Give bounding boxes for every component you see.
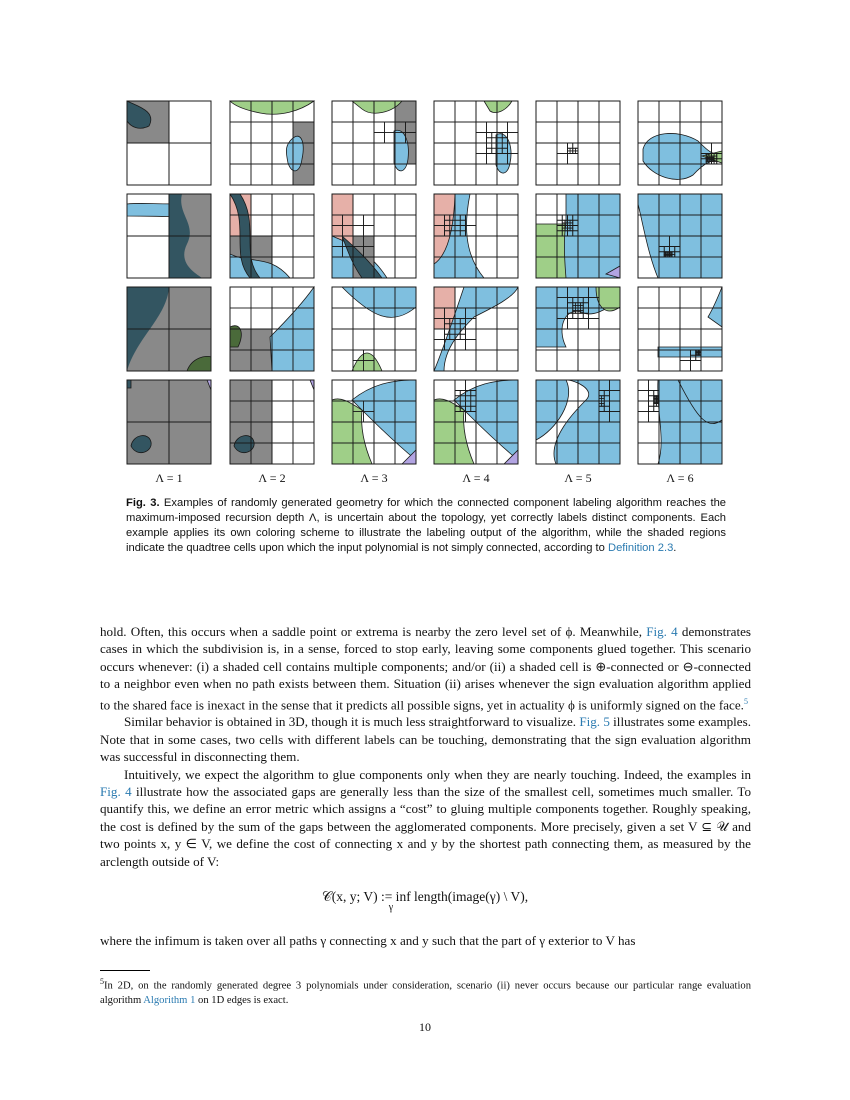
caption-text: Examples of randomly generated geometry for which the connected component labeling algorithm reaches the maximum-imposed recursion depth Λ, is uncertain about the topology, yet correctly labels distinct components. Each example applies its own coloring scheme to illustrate the labeling output of the algorithm, while the shaded regions indicate the quadtree cells upon which the input polynomial is not simply connected, according to bbox=[126, 497, 727, 554]
p1-text-b: demonstrates cases in which the subdivision is, in a sense, forced to stop early, leaving some components glued together. This scenario occurs whenever: (i) a shaded cell contains multiple components; and/or (ii) a shaded cell is ⊕-connected or ⊖-connected to a neighbor even when no path exists between them. Situation (ii) arises whenever the sign evaluation algorithm applied to the shared face is inexact in the sense that it predicts all possible signs, yet in actuality ϕ is uniformly signed on the face. bbox=[100, 624, 751, 712]
footnote-mark: 5 bbox=[100, 977, 104, 986]
panel-r2-c1 bbox=[127, 194, 211, 278]
panel-r4-c1 bbox=[127, 380, 211, 464]
p3-text-b: illustrate how the associated gaps are generally less than the size of the smallest cell, sometimes much smaller. To quantify this, we define an error metric which assigns a “cost” to gluing multiple components together. Roughly speaking, the cost is defined by the sum of the gaps between the agglomerated components. More precisely, given a set V ⊆ 𝒰 and two points x, y ∈ V, we define the cost of connecting x and y by the shortest path connecting them, as measured by the arclength outside of V: bbox=[100, 784, 751, 869]
panel-r2-c4 bbox=[434, 194, 518, 278]
region-green bbox=[536, 224, 566, 278]
caption-end: . bbox=[673, 542, 677, 554]
panel-r2-c6 bbox=[638, 194, 722, 278]
figure-3-panels bbox=[0, 0, 850, 470]
panel-r4-c4 bbox=[434, 380, 518, 464]
footnote-text-a: In 2D, on the randomly generated degree 3 polynomials under consideration, scenario (ii) never occurs because our particular range evaluation algorithm bbox=[100, 980, 751, 1006]
panel-r3-c2 bbox=[230, 287, 314, 371]
figure-caption bbox=[126, 496, 726, 556]
panel-r4-c5 bbox=[536, 380, 620, 464]
equation-text: 𝒞(x, y; V) := inf length(image(γ) \ V), bbox=[321, 889, 529, 904]
panel-r3-c6 bbox=[638, 287, 722, 371]
p1-link-fig4[interactable]: Fig. 4 bbox=[646, 624, 678, 639]
region-dark bbox=[127, 380, 131, 388]
panel-r4-c3 bbox=[332, 380, 416, 464]
panel-r4-c6 bbox=[638, 380, 722, 464]
paragraph-1 bbox=[100, 623, 751, 713]
equation-cost bbox=[0, 889, 850, 913]
p3-link-fig4[interactable]: Fig. 4 bbox=[100, 784, 132, 800]
column-label-5: Λ = 5 bbox=[564, 471, 592, 485]
paragraph-4 bbox=[100, 932, 751, 949]
p2-text-b: illustrates some examples. Note that in some cases, two cells with different labels can be touching, demonstrating that the sign evaluation algorithm was successful in disconnecting them. bbox=[100, 714, 751, 765]
p2-link-fig5[interactable]: Fig. 5 bbox=[579, 714, 610, 730]
footnote-rule bbox=[100, 970, 150, 971]
column-label-6: Λ = 6 bbox=[666, 471, 694, 485]
page-number: 10 bbox=[419, 1020, 431, 1034]
panel-r1-c3 bbox=[332, 101, 416, 185]
caption-label: Fig. 3. bbox=[126, 497, 160, 509]
panel-r2-c5 bbox=[536, 194, 620, 278]
panel-r2-c3 bbox=[332, 194, 416, 278]
panel-r1-c1 bbox=[127, 101, 211, 185]
footnote-ref-5[interactable]: 5 bbox=[743, 696, 748, 706]
equation-subscript: γ bbox=[388, 902, 394, 913]
caption-link-definition[interactable]: Definition 2.3 bbox=[607, 542, 674, 554]
column-label-2: Λ = 2 bbox=[258, 471, 286, 485]
panel-r1-c4 bbox=[434, 101, 518, 185]
panel-r3-c5 bbox=[536, 287, 620, 371]
panel-r2-c2 bbox=[230, 194, 314, 278]
panel-r3-c4 bbox=[434, 287, 518, 371]
footnote-5 bbox=[100, 975, 751, 1008]
region-blue bbox=[658, 347, 722, 357]
panel-r1-c2 bbox=[230, 101, 314, 185]
panel-r4-c2 bbox=[230, 380, 314, 464]
p1-text-a: hold. Often, this occurs when a saddle point or extrema is nearby the zero level set of ϕ. Meanwhile, bbox=[100, 624, 643, 639]
panel-r3-c1 bbox=[127, 287, 211, 371]
p4-text: where the infimum is taken over all paths γ connecting x and y such that the part of γ exterior to V has bbox=[100, 933, 636, 948]
footnote-link-algorithm1[interactable]: Algorithm 1 bbox=[143, 994, 196, 1006]
panel-r1-c6 bbox=[638, 101, 722, 185]
panel-r1-c5 bbox=[536, 101, 620, 185]
column-label-3: Λ = 3 bbox=[360, 471, 388, 485]
p2-text-a: Similar behavior is obtained in 3D, though it is much less straightforward to visualize. bbox=[124, 714, 577, 730]
p3-text-a: Intuitively, we expect the algorithm to glue components only when they are nearly touching. Indeed, the examples in bbox=[124, 766, 751, 782]
panel-r3-c3 bbox=[332, 287, 416, 371]
body-text bbox=[100, 623, 751, 870]
column-label-1: Λ = 1 bbox=[155, 471, 183, 485]
paragraph-2 bbox=[100, 713, 751, 765]
paragraph-3 bbox=[100, 766, 751, 870]
column-label-4: Λ = 4 bbox=[462, 471, 490, 485]
footnote-text-b: on 1D edges is exact. bbox=[198, 994, 289, 1006]
